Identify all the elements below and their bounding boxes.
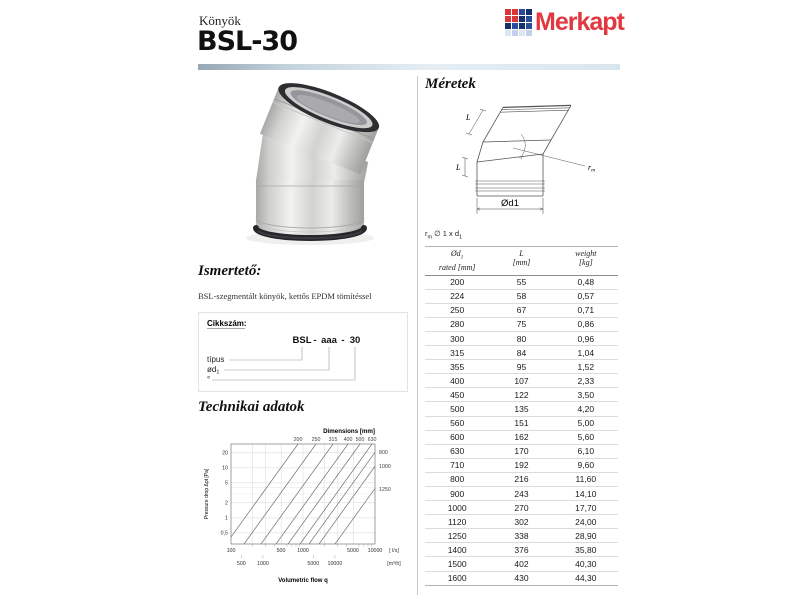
cell-weight: 9,60	[577, 460, 595, 471]
table-row	[425, 473, 618, 487]
cell-diameter: 900	[450, 488, 465, 499]
cell-diameter: 1120	[448, 516, 467, 527]
svg-text:1250: 1250	[379, 487, 391, 493]
table-row	[425, 402, 618, 416]
cell-length: 302	[514, 516, 529, 527]
table-row	[425, 515, 618, 529]
table-row	[425, 304, 618, 318]
svg-text:30: 30	[349, 335, 361, 346]
dimensions-heading: Méretek	[425, 76, 476, 92]
chart-x-minor-ticks	[253, 544, 372, 547]
cell-diameter: 400	[450, 375, 465, 386]
cell-diameter: 800	[450, 474, 465, 485]
cell-length: 55	[516, 277, 527, 288]
cell-diameter: 315	[450, 347, 465, 358]
chart-right-labels	[379, 450, 391, 493]
description-text: BSL-szegmentált könyök, kettős EPDM tömítéssel	[198, 291, 372, 301]
chart-x-axis-label: Volumetric flow q	[278, 578, 328, 584]
drawing-label-l-lower: L	[456, 163, 461, 172]
chart-y-ticks	[221, 451, 228, 537]
brand-wordmark: Merkapt	[535, 8, 624, 36]
cell-weight: 5,60	[577, 432, 595, 443]
cell-length: 80	[516, 333, 527, 344]
cell-diameter: 355	[450, 361, 465, 372]
drawing-label-l-upper: L	[466, 113, 471, 122]
table-body	[425, 276, 618, 586]
cell-length: 58	[516, 291, 527, 302]
chart-x-unit-secondary: [m³/h]	[387, 561, 401, 567]
cell-diameter: 280	[450, 319, 465, 330]
cell-weight: 28,90	[575, 530, 597, 541]
cell-weight: 0,71	[577, 305, 595, 316]
cell-weight: 35,80	[575, 544, 597, 555]
svg-text:400: 400	[343, 437, 353, 443]
cell-diameter: 500	[450, 403, 465, 414]
cell-weight: 0,96	[577, 333, 595, 344]
cell-length: 338	[514, 530, 529, 541]
cell-weight: 1,04	[577, 347, 595, 358]
cell-diameter: 600	[450, 432, 465, 443]
cell-length: 67	[516, 305, 527, 316]
page-title: BSL-30	[197, 26, 298, 57]
cell-weight: 11,60	[575, 474, 597, 485]
cell-diameter: 450	[450, 389, 465, 400]
cell-weight: 0,48	[577, 277, 595, 288]
cell-length: 107	[514, 375, 529, 386]
table-row	[425, 487, 618, 501]
svg-text:315: 315	[328, 437, 338, 443]
cell-diameter: 224	[450, 291, 465, 302]
article-legend-tipus: típus	[207, 355, 225, 364]
cell-length: 151	[514, 418, 529, 429]
cell-length: 430	[514, 573, 529, 584]
table-header	[425, 246, 618, 276]
description-heading: Ismertető:	[198, 263, 262, 279]
cell-length: 216	[514, 474, 529, 485]
cell-diameter: 300	[450, 333, 465, 344]
flow-chart	[198, 424, 413, 592]
cell-diameter: 250	[450, 305, 465, 316]
svg-text:630: 630	[367, 437, 377, 443]
cell-length: 376	[514, 544, 529, 555]
svg-text:500: 500	[236, 561, 246, 567]
cell-diameter: 1250	[447, 530, 467, 541]
chart-title: Dimensions [mm]	[323, 428, 375, 435]
cell-diameter: 630	[450, 446, 465, 457]
svg-text:10000: 10000	[327, 561, 343, 567]
svg-text:-: -	[313, 335, 317, 346]
brand-logo	[505, 8, 624, 37]
cell-diameter: 560	[450, 418, 465, 429]
chart-x-secondary	[237, 561, 401, 567]
cell-diameter: 200	[450, 277, 465, 288]
cell-length: 270	[514, 502, 529, 513]
table-row	[425, 572, 618, 586]
cell-length: 95	[516, 361, 527, 372]
table-row	[425, 431, 618, 445]
cell-diameter: 1500	[447, 559, 467, 570]
svg-text:10: 10	[222, 465, 228, 472]
chart-x-unit-primary: [ l/s]	[389, 548, 399, 554]
radius-note: $r_m$ ∅ 1 x $d_1$	[425, 229, 463, 241]
svg-text:500: 500	[276, 548, 286, 554]
svg-text:200: 200	[293, 437, 303, 443]
cell-length: 122	[514, 389, 529, 400]
article-legend-angle: °	[207, 375, 211, 384]
svg-text:aaa: aaa	[321, 335, 337, 346]
cell-weight: 24,00	[575, 516, 597, 527]
table-row	[425, 374, 618, 388]
cell-length: 402	[514, 559, 529, 570]
cell-weight: 0,57	[577, 291, 595, 302]
table-header-d1: $Ød_1$ rated [mm]	[438, 249, 476, 272]
merkapt-logo-icon	[505, 9, 532, 36]
drawing-angle-arc	[513, 134, 585, 166]
table-row	[425, 332, 618, 346]
table-row	[425, 557, 618, 571]
table-row	[425, 290, 618, 304]
cell-length: 170	[514, 446, 529, 457]
svg-text:500: 500	[355, 437, 365, 443]
svg-text:-: -	[341, 335, 345, 346]
table-row	[425, 445, 618, 459]
cell-weight: 1,52	[577, 361, 595, 372]
cell-length: 243	[514, 488, 529, 499]
drawing-label-d1: Ød1	[501, 198, 519, 209]
cell-weight: 44,30	[575, 573, 597, 584]
svg-text:10000: 10000	[367, 548, 383, 554]
table-row	[425, 529, 618, 543]
cell-length: 84	[516, 347, 527, 358]
svg-text:0,5: 0,5	[220, 530, 228, 537]
cell-weight: 6,10	[577, 446, 595, 457]
cell-weight: 14,10	[575, 488, 597, 499]
table-row	[425, 501, 618, 515]
table-row	[425, 318, 618, 332]
cell-weight: 17,70	[575, 502, 597, 513]
cell-length: 75	[516, 319, 527, 330]
article-number-box	[198, 312, 410, 394]
svg-text:BSL: BSL	[292, 335, 312, 346]
svg-text:5000: 5000	[347, 548, 359, 554]
svg-text:2: 2	[225, 500, 228, 507]
cell-diameter: 1600	[447, 573, 467, 584]
svg-text:1000: 1000	[257, 561, 269, 567]
article-legend-diameter: ød1	[207, 365, 220, 376]
svg-text:1: 1	[225, 515, 228, 522]
table-row	[425, 388, 618, 402]
svg-text:800: 800	[379, 450, 388, 456]
cell-weight: 3,50	[577, 389, 595, 400]
table-row	[425, 276, 618, 290]
svg-text:1000: 1000	[297, 548, 309, 554]
svg-text:1000: 1000	[379, 464, 391, 470]
cell-length: 135	[514, 403, 529, 414]
cell-length: 162	[514, 432, 529, 443]
chart-grid	[231, 444, 375, 544]
cell-weight: 40,30	[575, 559, 597, 570]
cell-diameter: 1000	[447, 502, 467, 513]
table-row	[425, 459, 618, 473]
article-code	[293, 335, 361, 346]
dimension-drawing	[425, 96, 625, 228]
chart-top-labels	[294, 437, 377, 443]
cell-weight: 0,86	[577, 319, 595, 330]
article-code-connectors	[212, 347, 355, 380]
table-row	[425, 346, 618, 360]
cell-weight: 4,20	[577, 403, 595, 414]
table-header-weight: weight [kg]	[575, 249, 597, 267]
table-header-l: L [mm]	[512, 249, 531, 267]
article-legend	[207, 355, 224, 384]
cell-diameter: 710	[450, 460, 465, 471]
table-row	[425, 543, 618, 557]
product-photo	[198, 76, 413, 254]
dimensions-table	[425, 246, 618, 586]
chart-x-secondary-ticks	[241, 555, 335, 559]
svg-text:5: 5	[225, 480, 228, 487]
header-category: Könyök	[199, 13, 241, 28]
cell-weight: 2,33	[577, 375, 595, 386]
table-row	[425, 417, 618, 431]
chart-y-axis-label: Pressure drop Δpt [Pa]	[204, 468, 210, 520]
chart-x-primary	[227, 548, 400, 554]
article-number-label: Cikkszám:	[207, 319, 247, 328]
table-row	[425, 360, 618, 374]
cell-length: 192	[514, 460, 529, 471]
column-divider	[417, 76, 418, 595]
header-gradient-bar	[198, 64, 620, 70]
svg-text:250: 250	[311, 437, 321, 443]
cell-weight: 5,00	[577, 418, 595, 429]
svg-text:20: 20	[222, 450, 228, 457]
svg-text:100: 100	[226, 548, 236, 554]
technical-data-heading: Technikai adatok	[198, 399, 305, 415]
cell-diameter: 1400	[447, 544, 467, 555]
drawing-label-rm: rm	[588, 163, 596, 174]
svg-text:5000: 5000	[307, 561, 320, 567]
